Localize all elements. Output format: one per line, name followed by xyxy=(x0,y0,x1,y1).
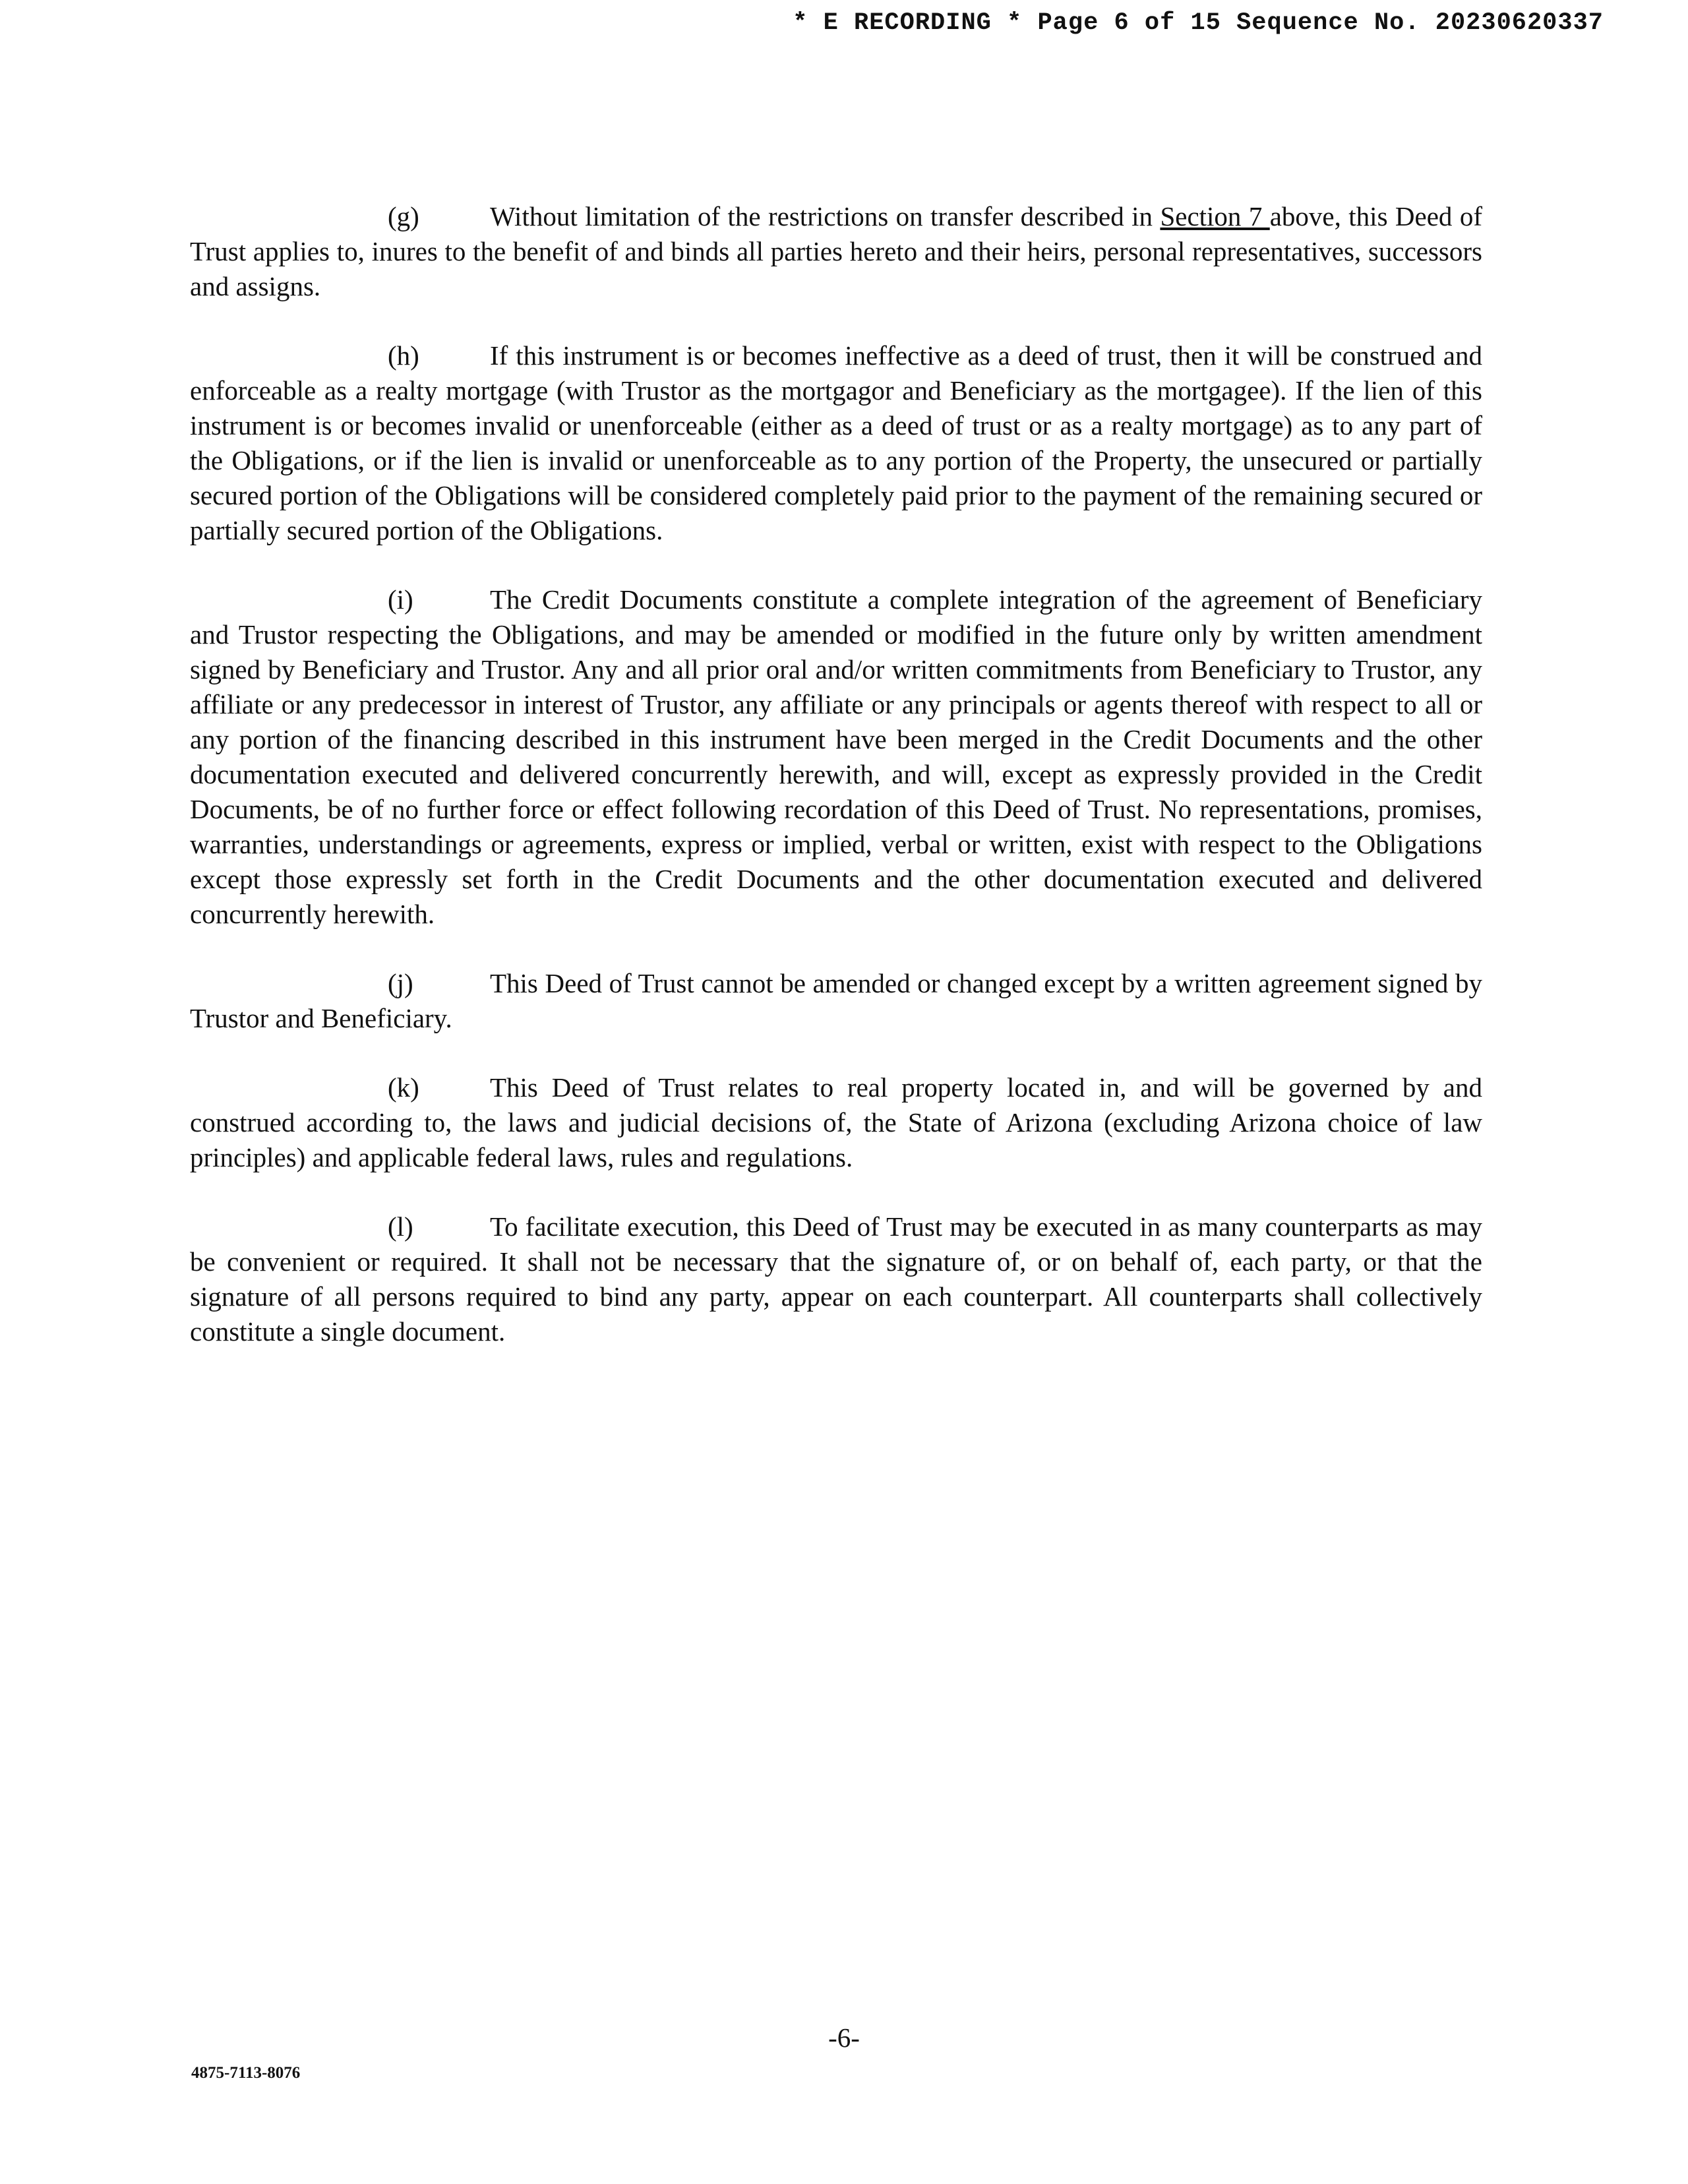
paragraph-label-g: (g) xyxy=(388,201,419,231)
paragraph-text-g-part1: Without limitation of the restrictions on transfer described in xyxy=(490,201,1160,231)
paragraph-label-h: (h) xyxy=(388,340,419,371)
paragraph-text-g-part2: above, this Deed of Trust applies to, inures to the benefit of and binds all parties hereto and their heirs, personal representatives, successors and assigns. xyxy=(190,201,1482,301)
paragraph-text-l: To facilitate execution, this Deed of Trust may be executed in as many counterparts as may be convenient or required. It shall not be necessary that the signature of, or on behalf of, each party, or that the signature of all persons required to bind any party, appear on each counterpart. All counterparts shall collectively constitute a single document. xyxy=(190,1211,1482,1347)
paragraph-label-k: (k) xyxy=(388,1072,419,1103)
document-body xyxy=(190,199,1482,1383)
paragraph-i xyxy=(190,582,1482,932)
paragraph-g xyxy=(190,199,1482,304)
paragraph-text-j: This Deed of Trust cannot be amended or changed except by a written agreement signed by Trustor and Beneficiary. xyxy=(190,968,1482,1033)
paragraph-k xyxy=(190,1070,1482,1175)
paragraph-text-h: If this instrument is or becomes ineffective as a deed of trust, then it will be construed and enforceable as a realty mortgage (with Trustor as the mortgagor and Beneficiary as the mortgagee). If the lien of this instrument is or becomes invalid or unenforceable (either as a deed of trust or as a realty mortgage) as to any part of the Obligations, or if the lien is invalid or unenforceable as to any portion of the Property, the unsecured or partially secured portion of the Obligations will be considered completely paid prior to the payment of the remaining secured or partially secured portion of the Obligations. xyxy=(190,340,1482,545)
recording-header: * E RECORDING * Page 6 of 15 Sequence No. 20230620337 xyxy=(793,9,1604,37)
page-number: -6- xyxy=(828,2022,860,2053)
paragraph-label-l: (l) xyxy=(388,1211,413,1242)
paragraph-h xyxy=(190,338,1482,548)
document-id: 4875-7113-8076 xyxy=(191,2064,301,2082)
paragraph-j xyxy=(190,966,1482,1036)
paragraph-text-k: This Deed of Trust relates to real property located in, and will be governed by and construed according to, the laws and judicial decisions of, the State of Arizona (excluding Arizona choice of law principles) and applicable federal laws, rules and regulations. xyxy=(190,1072,1482,1172)
paragraph-text-i: The Credit Documents constitute a complete integration of the agreement of Beneficiary and Trustor respecting the Obligations, and may be amended or modified in the future only by written amendment signed by Beneficiary and Trustor. Any and all prior oral and/or written commitments from Beneficiary to Trustor, any affiliate or any predecessor in interest of Trustor, any affiliate or any principals or agents thereof with respect to all or any portion of the financing described in this instrument have been merged in the Credit Documents and the other documentation executed and delivered concurrently herewith, and will, except as expressly provided in the Credit Documents, be of no further force or effect following recordation of this Deed of Trust. No representations, promises, warranties, understandings or agreements, express or implied, verbal or written, exist with respect to the Obligations except those expressly set forth in the Credit Documents and the other documentation executed and delivered concurrently herewith. xyxy=(190,584,1482,929)
section-7-reference: Section 7 xyxy=(1160,201,1270,231)
paragraph-label-i: (i) xyxy=(388,584,413,615)
paragraph-label-j: (j) xyxy=(388,968,413,998)
paragraph-l xyxy=(190,1209,1482,1349)
